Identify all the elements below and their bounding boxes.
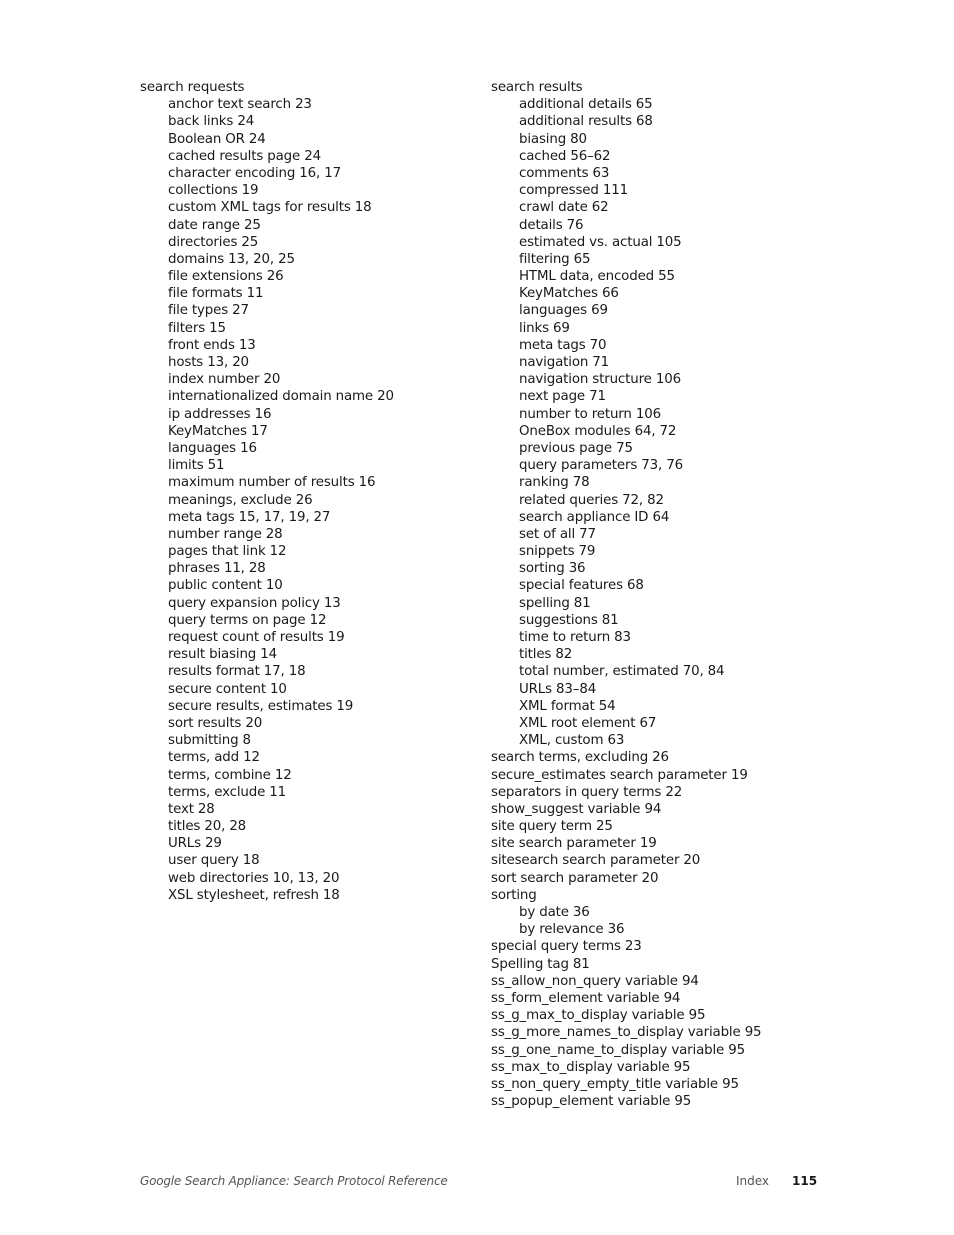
index-entry: search requests <box>140 80 245 95</box>
footer-document-title: Google Search Appliance: Search Protocol Reference <box>140 1174 448 1188</box>
index-subentry: query expansion policy 13 <box>168 595 341 611</box>
index-subentry: request count of results 19 <box>168 630 345 645</box>
index-subentry: by date 36 <box>519 905 590 920</box>
index-subentry: snippets 79 <box>519 544 596 560</box>
index-subentry: file formats 11 <box>168 286 264 302</box>
index-subentry: custom XML tags for results 18 <box>168 200 372 216</box>
index-subentry: search appliance ID 64 <box>519 509 670 525</box>
index-subentry: estimated vs. actual 105 <box>519 234 682 250</box>
index-subentry: directories 25 <box>168 234 259 250</box>
index-entry: ss_g_one_name_to_display variable 95 <box>491 1042 745 1058</box>
index-subentry: XML root element 67 <box>519 715 657 731</box>
index-subentry: OneBox modules 64, 72 <box>519 423 677 439</box>
index-subentry: additional details 65 <box>519 97 653 113</box>
index-subentry: total number, estimated 70, 84 <box>519 664 725 680</box>
index-subentry: terms, combine 12 <box>168 767 292 783</box>
index-subentry: titles 82 <box>519 647 573 663</box>
index-subentry: number to return 106 <box>519 406 661 422</box>
index-column-right <box>491 79 831 1110</box>
index-subentry: pages that link 12 <box>168 544 287 560</box>
index-subentry: languages 16 <box>168 440 257 456</box>
index-subentry: sort results 20 <box>168 715 263 731</box>
index-subentry: Boolean OR 24 <box>168 131 266 147</box>
index-subentry: URLs 83–84 <box>519 681 597 697</box>
index-subentry: collections 19 <box>168 183 259 199</box>
index-subentry: suggestions 81 <box>519 612 619 628</box>
index-subentry: KeyMatches 17 <box>168 423 268 439</box>
index-subentry: text 28 <box>168 801 215 817</box>
index-subentry: biasing 80 <box>519 131 587 147</box>
index-entry: ss_popup_element variable 95 <box>491 1094 692 1110</box>
index-subentry: index number 20 <box>168 372 281 388</box>
index-subentry: secure results, estimates 19 <box>168 698 354 714</box>
index-subentry: back links 24 <box>168 114 255 130</box>
index-subentry: cached 56–62 <box>519 148 611 164</box>
index-subentry: submitting 8 <box>168 733 251 749</box>
index-subentry: KeyMatches 66 <box>519 286 619 302</box>
index-entry: ss_max_to_display variable 95 <box>491 1059 691 1075</box>
index-subentry: meanings, exclude 26 <box>168 492 313 508</box>
index-entry: secure_estimates search parameter 19 <box>491 767 748 783</box>
footer-page-number: 115 <box>792 1174 818 1188</box>
index-entry: separators in query terms 22 <box>491 784 683 800</box>
index-entry: sorting <box>491 887 537 903</box>
index-subentry: compressed 111 <box>519 183 628 199</box>
index-subentry: titles 20, 28 <box>168 819 247 835</box>
index-subentry: hosts 13, 20 <box>168 355 249 370</box>
index-entry: search terms, excluding 26 <box>491 750 669 766</box>
index-entry: ss_non_query_empty_title variable 95 <box>491 1076 739 1092</box>
index-subentry: related queries 72, 82 <box>519 492 664 508</box>
index-subentry: XSL stylesheet, refresh 18 <box>168 887 340 903</box>
index-column-left <box>140 79 480 904</box>
index-subentry: public content 10 <box>168 578 283 594</box>
index-subentry: special features 68 <box>519 578 644 594</box>
index-subentry: navigation structure 106 <box>519 372 681 388</box>
index-subentry: cached results page 24 <box>168 148 321 164</box>
index-subentry: ranking 78 <box>519 475 590 491</box>
index-subentry: meta tags 15, 17, 19, 27 <box>168 509 331 525</box>
index-subentry: links 69 <box>519 320 570 336</box>
index-subentry: crawl date 62 <box>519 200 609 216</box>
index-subentry: XML format 54 <box>519 698 616 714</box>
index-subentry: details 76 <box>519 217 584 233</box>
index-subentry: next page 71 <box>519 389 606 405</box>
index-subentry: navigation 71 <box>519 355 610 370</box>
index-entry: ss_allow_non_query variable 94 <box>491 973 699 989</box>
index-subentry: time to return 83 <box>519 630 631 645</box>
index-subentry: previous page 75 <box>519 440 633 456</box>
index-subentry: anchor text search 23 <box>168 97 312 113</box>
index-subentry: XML, custom 63 <box>519 733 625 749</box>
index-entry: site query term 25 <box>491 819 613 835</box>
index-entry: ss_form_element variable 94 <box>491 990 681 1006</box>
index-subentry: URLs 29 <box>168 836 222 852</box>
index-subentry: phrases 11, 28 <box>168 561 266 577</box>
index-subentry: query terms on page 12 <box>168 612 327 628</box>
index-subentry: file extensions 26 <box>168 269 284 285</box>
index-subentry: character encoding 16, 17 <box>168 165 341 181</box>
index-entry: ss_g_max_to_display variable 95 <box>491 1008 706 1024</box>
index-subentry: additional results 68 <box>519 114 653 130</box>
index-subentry: user query 18 <box>168 853 260 869</box>
index-entry: search results <box>491 80 583 95</box>
index-entry: special query terms 23 <box>491 939 642 955</box>
index-subentry: secure content 10 <box>168 681 287 697</box>
index-subentry: terms, exclude 11 <box>168 784 287 800</box>
index-entry: show_suggest variable 94 <box>491 801 662 817</box>
index-subentry: maximum number of results 16 <box>168 475 376 491</box>
index-subentry: filtering 65 <box>519 251 591 267</box>
index-subentry: query parameters 73, 76 <box>519 458 683 474</box>
index-subentry: meta tags 70 <box>519 337 607 353</box>
index-subentry: date range 25 <box>168 217 261 233</box>
index-subentry: web directories 10, 13, 20 <box>168 870 340 886</box>
index-subentry: internationalized domain name 20 <box>168 389 394 405</box>
index-entry: Spelling tag 81 <box>491 956 590 972</box>
index-subentry: limits 51 <box>168 458 225 474</box>
index-subentry: front ends 13 <box>168 337 256 353</box>
index-subentry: spelling 81 <box>519 595 591 611</box>
index-subentry: set of all 77 <box>519 526 596 542</box>
index-entry: sort search parameter 20 <box>491 870 659 886</box>
index-subentry: domains 13, 20, 25 <box>168 251 295 267</box>
index-subentry: result biasing 14 <box>168 647 277 663</box>
index-subentry: HTML data, encoded 55 <box>519 269 675 285</box>
index-subentry: file types 27 <box>168 303 249 319</box>
index-subentry: comments 63 <box>519 165 610 181</box>
index-subentry: results format 17, 18 <box>168 664 306 680</box>
index-entry: site search parameter 19 <box>491 836 657 852</box>
index-subentry: ip addresses 16 <box>168 406 272 422</box>
footer-section-name: Index <box>736 1174 770 1188</box>
index-subentry: terms, add 12 <box>168 750 260 766</box>
index-entry: ss_g_more_names_to_display variable 95 <box>491 1025 762 1041</box>
index-subentry: languages 69 <box>519 303 608 319</box>
index-subentry: filters 15 <box>168 320 226 336</box>
index-subentry: sorting 36 <box>519 561 586 577</box>
index-subentry: by relevance 36 <box>519 922 625 938</box>
index-subentry: number range 28 <box>168 526 283 542</box>
index-entry: sitesearch search parameter 20 <box>491 853 701 869</box>
